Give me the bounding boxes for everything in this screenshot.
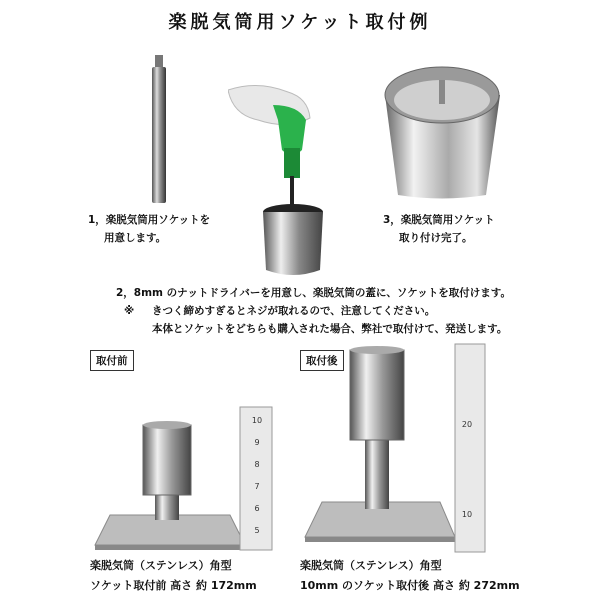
step1-line1: 1，楽脱気筒用ソケットを [88, 214, 211, 226]
after-caption [300, 556, 520, 596]
before-ruler-num: 7 [254, 482, 260, 491]
note-line1: きつく締めすぎるとネジが取れるので、注意してください。 [152, 305, 436, 317]
page-title: 楽脱気筒用ソケット取付例 [168, 12, 432, 33]
step3-line1: 3，楽脱気筒用ソケット [383, 214, 495, 226]
before-caption [90, 556, 257, 596]
step1-line2: 用意します。 [104, 232, 167, 244]
driver-install-photo [228, 80, 348, 280]
after-tag: 取付後 [300, 350, 344, 371]
before-cap-line2: ソケット取付前 高さ 約 172mm [90, 579, 257, 592]
after-ruler-num: 20 [461, 420, 473, 429]
step1-caption [88, 211, 210, 247]
note-mark: ※ [124, 305, 135, 317]
step3-line2: 取り付け完了。 [399, 232, 473, 244]
after-ruler-numbers [458, 380, 476, 560]
step2-caption: 2，8mm のナットドライバーを用意し、楽脱気筒の蓋に、ソケットを取付けます。 [116, 287, 511, 299]
before-ruler-num: 6 [254, 504, 260, 513]
before-ruler-numbers [248, 410, 266, 542]
after-cap-line2: 10mm のソケット取付後 高さ 約 272mm [300, 579, 520, 592]
before-ruler-num: 8 [254, 460, 260, 469]
after-cap-line1: 楽脱気筒（ステンレス）角型 [300, 559, 442, 572]
before-ruler-num: 5 [254, 526, 260, 535]
note-line2: 本体とソケットをどちらも購入された場合、弊社で取付けて、発送します。 [152, 323, 508, 335]
before-tag: 取付前 [90, 350, 134, 371]
finished-socket-photo [380, 60, 505, 200]
before-ruler-num: 10 [251, 416, 263, 425]
step3-caption [383, 211, 495, 247]
before-ruler-num: 9 [254, 438, 260, 447]
before-cap-line1: 楽脱気筒（ステンレス）角型 [90, 559, 232, 572]
socket-rod-photo [140, 55, 180, 205]
after-ruler-num: 10 [461, 510, 473, 519]
